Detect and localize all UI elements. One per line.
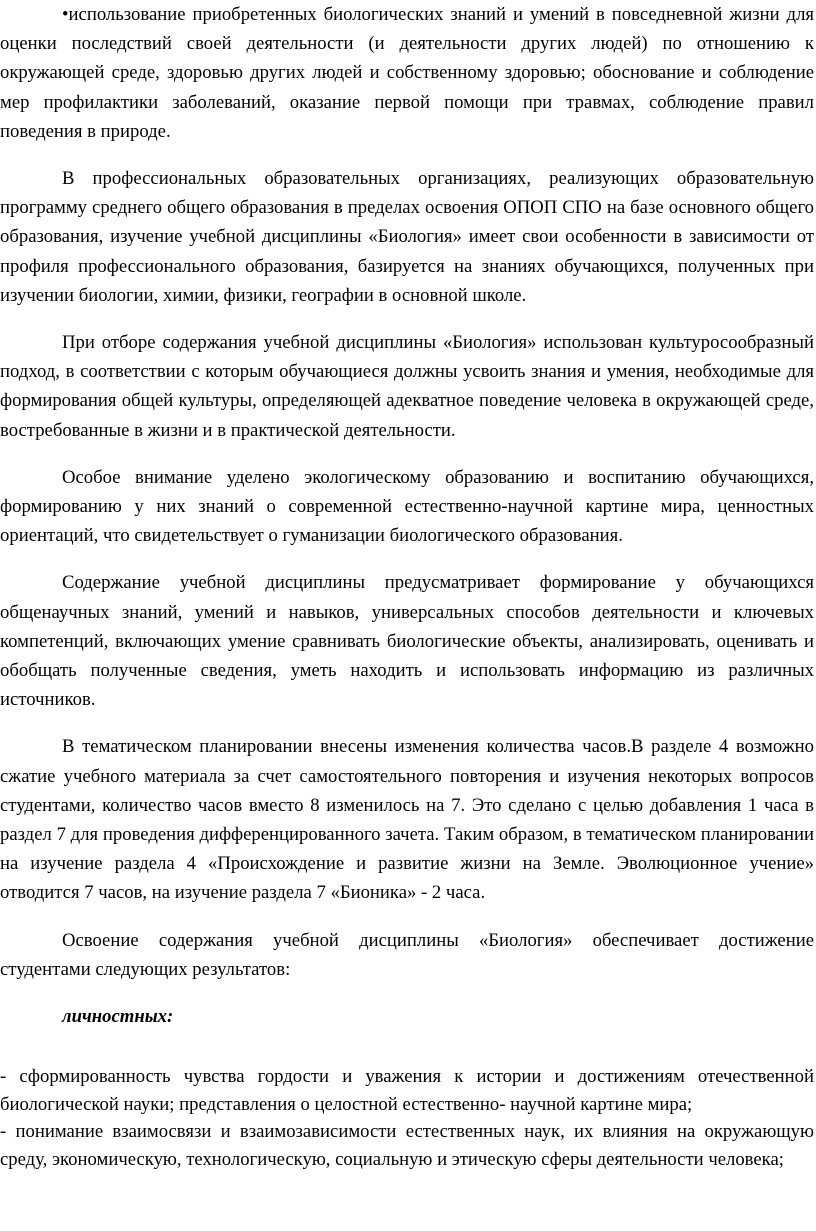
spacer xyxy=(0,1045,814,1063)
paragraph-6: В тематическом планировании внесены изменения количества часов.В разделе 4 возможно сжатие учебного материала за счет самостоятельного повторения и изучения некоторых вопросов студентами, количество часов вместо 8 изменилось на 7. Это сделано с целью добавления 1 часа в раздел 7 для проведения дифференцированного зачета. Таким образом, в тематическом планировании на изучение раздела 4 «Происхождение и развитие жизни на Земле. Эволюционное учение» отводится 7 часов, на изучение раздела 7 «Бионика» - 2 часа. xyxy=(0,736,814,904)
paragraph-2: В профессиональных образовательных организациях, реализующих образовательную программу среднего общего образования в пределах освоения ОПОП СПО на базе основного общего образования, изучение учебной дисциплины «Биология» имеет свои особенности в зависимости от профиля профессионального образования, базируется на знаниях обучающихся, полученных при изучении биологии, химии, физики, географии в основной школе. xyxy=(0,168,814,306)
paragraph-7: Освоение содержания учебной дисциплины «Биология» обеспечивает достижение студентами следующих результатов: xyxy=(0,929,814,980)
paragraph-5: Содержание учебной дисциплины предусматривает формирование у обучающихся общенаучных знаний, умений и навыков, универсальных способов деятельности и ключевых компетенций, включающих умение сравнивать биологические объекты, анализировать, оценивать и обобщать полученные сведения, уметь находить и использовать информацию из различных источников. xyxy=(0,572,814,711)
list-item-1: - сформированность чувства гордости и уважения к истории и достижениям отечественной биологической науки; представления о целостной естественно- научной картине мира; xyxy=(0,1066,814,1115)
paragraph-1: •использование приобретенных биологических знаний и умений в повседневной жизни для оценки последствий своей деятельности (и деятельности других людей) по отношению к окружающей среде, здоровью других людей и собственному здоровью; обоснование и соблюдение мер профилактики заболеваний, оказание первой помощи при травмах, соблюдение правил поведения в природе. xyxy=(0,4,814,142)
section-heading: личностных: xyxy=(62,1006,174,1028)
paragraph-3: При отборе содержания учебной дисциплины «Биология» использован культуросообразный подход, в соответствии с которым обучающиеся должны усвоить знания и умения, необходимые для формирования общей культуры, определяющей адекватное поведение человека в окружающей среде, востребованные в жизни и в практической деятельности. xyxy=(0,332,814,441)
paragraph-4: Особое внимание уделено экологическому образованию и воспитанию обучающихся, формированию у них знаний о современной естественно-научной картине мира, ценностных ориентаций, что свидетельствует о гуманизации биологического образования. xyxy=(0,466,814,547)
list-item-2: - понимание взаимосвязи и взаимозависимости естественных наук, их влияния на окружающую среду, экономическую, технологическую, социальную и этическую сферы деятельности человека; xyxy=(0,1121,814,1170)
